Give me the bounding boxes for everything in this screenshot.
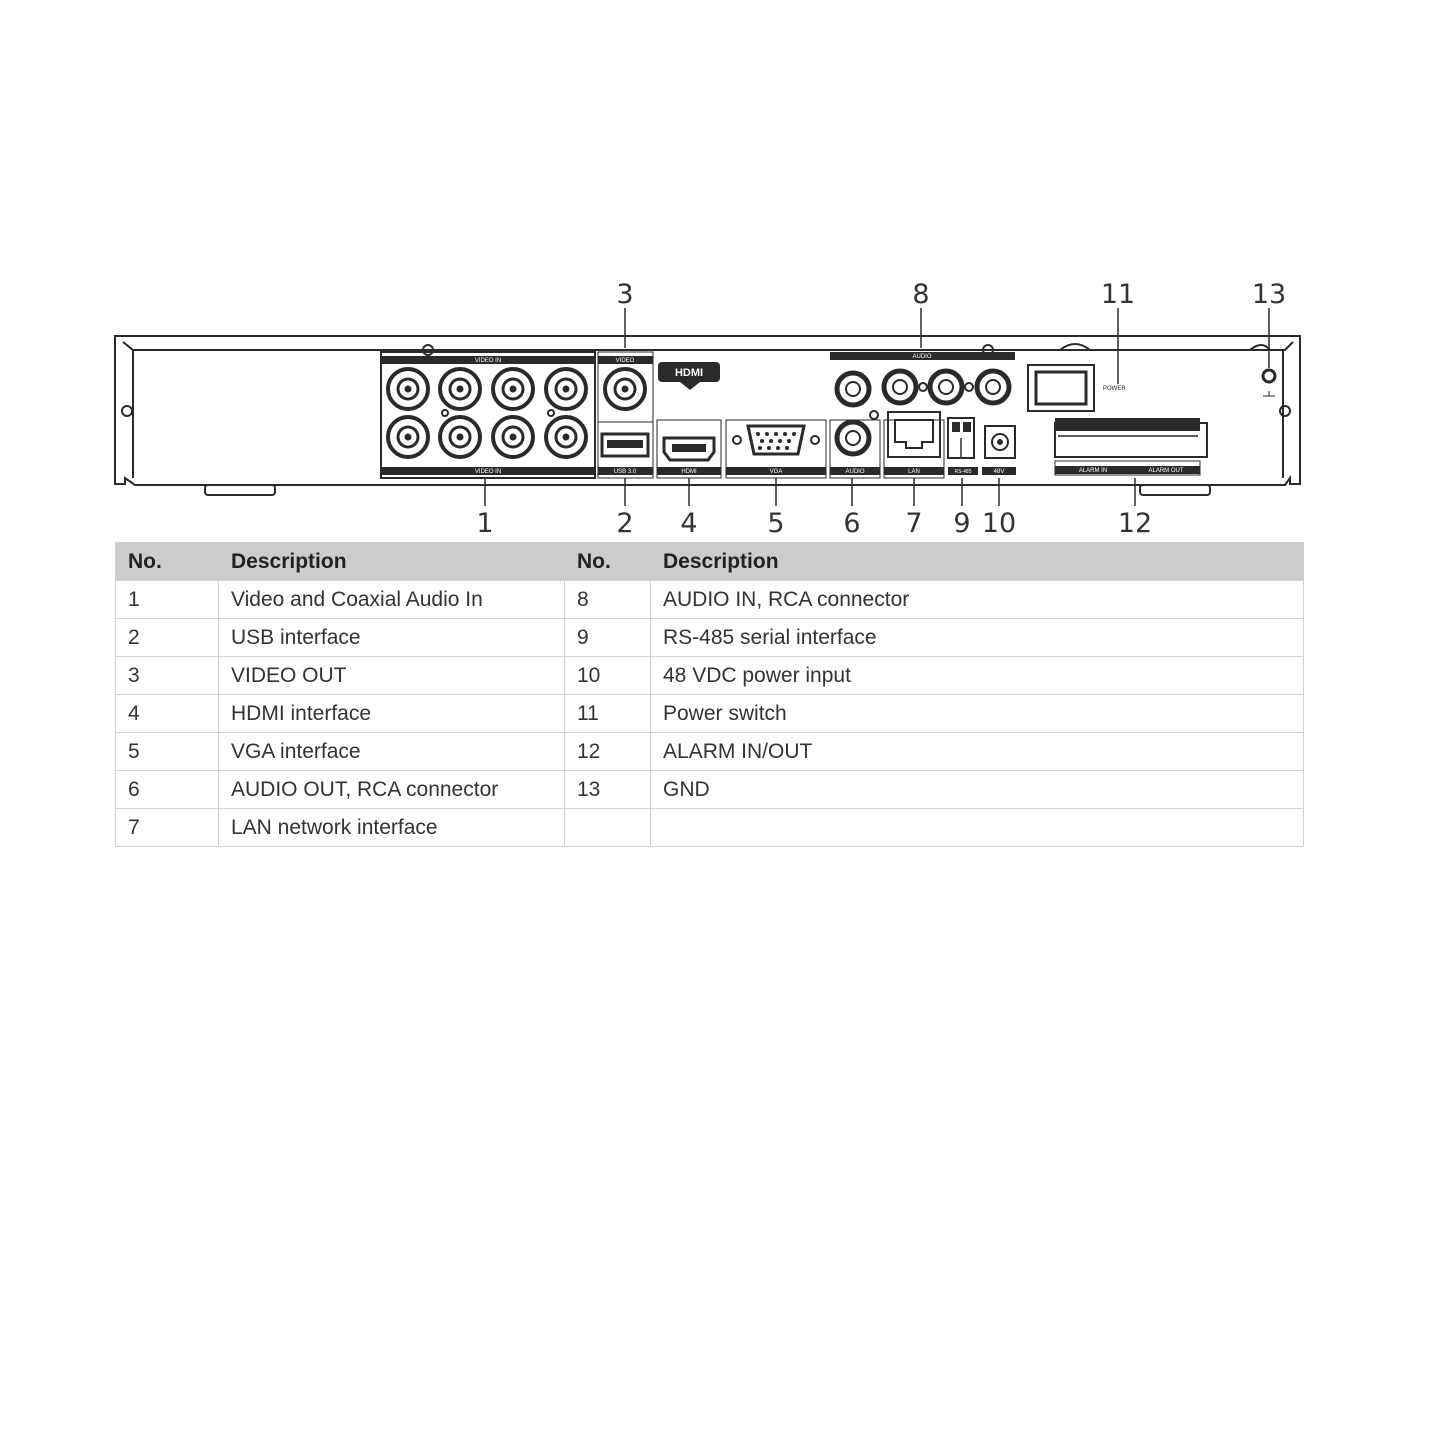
callout-6: 6	[843, 508, 861, 539]
chassis-outline	[115, 336, 1300, 485]
audio-out-label: AUDIO	[845, 469, 865, 475]
cell-no: 9	[565, 619, 651, 657]
cell-no: 3	[116, 657, 219, 695]
dc-label: 48V	[993, 469, 1005, 475]
alarm-terminal	[1055, 418, 1207, 475]
rs485-port	[948, 418, 978, 475]
rear-panel-diagram	[0, 270, 1445, 545]
video-in-top-label: VIDEO IN	[474, 358, 502, 364]
dc-input	[982, 426, 1016, 475]
led-indicator	[442, 410, 448, 416]
callout-8: 8	[912, 279, 930, 310]
cell-description: VGA interface	[219, 733, 565, 771]
cell-description: Video and Coaxial Audio In	[219, 581, 565, 619]
bnc-connector	[388, 369, 428, 409]
bnc-connector	[546, 417, 586, 457]
led-indicator	[965, 383, 973, 391]
cell-no: 1	[116, 581, 219, 619]
video-out-bnc	[605, 369, 645, 409]
cell-no: 6	[116, 771, 219, 809]
callout-3: 3	[616, 279, 634, 310]
rca-connector	[930, 371, 962, 403]
cell-no: 13	[565, 771, 651, 809]
table-header-row	[116, 543, 1304, 581]
cell-description: VIDEO OUT	[219, 657, 565, 695]
callout-4: 4	[680, 508, 698, 539]
rca-connector	[884, 371, 916, 403]
header-description-left: Description	[219, 543, 565, 581]
callout-2: 2	[616, 508, 634, 539]
bnc-connector	[493, 369, 533, 409]
right-screw	[1280, 406, 1290, 416]
table-row	[116, 657, 1304, 695]
hdmi-logo-text: HDMI	[674, 367, 704, 379]
bnc-connector	[493, 417, 533, 457]
cell-no: 11	[565, 695, 651, 733]
video-out-block	[598, 352, 653, 422]
lan-label: LAN	[908, 469, 920, 475]
cell-no: 4	[116, 695, 219, 733]
usb-port	[598, 422, 653, 478]
cell-description: USB interface	[219, 619, 565, 657]
alarm-out-label: ALARM OUT	[1148, 468, 1184, 474]
power-switch	[1028, 365, 1126, 411]
cell-description: AUDIO OUT, RCA connector	[219, 771, 565, 809]
cell-no: 10	[565, 657, 651, 695]
video-out-label: VIDEO	[615, 358, 635, 364]
vga-label: VGA	[769, 469, 783, 475]
cell-description: ALARM IN/OUT	[651, 733, 1304, 771]
interface-table	[115, 542, 1304, 847]
alarm-in-label: ALARM IN	[1078, 468, 1108, 474]
cell-no: 7	[116, 809, 219, 847]
callout-13: 13	[1251, 279, 1287, 310]
rca-connector	[977, 371, 1009, 403]
audio-in-label: AUDIO	[912, 354, 932, 360]
left-screw	[122, 406, 132, 416]
vga-port	[726, 420, 826, 478]
cell-no: 2	[116, 619, 219, 657]
audio-in-block	[830, 352, 1015, 405]
bnc-connector	[440, 417, 480, 457]
cell-description: RS-485 serial interface	[651, 619, 1304, 657]
usb-label: USB 3.0	[613, 469, 637, 475]
table-row	[116, 581, 1304, 619]
video-in-block	[381, 352, 595, 478]
audio-out-port	[830, 411, 880, 478]
callout-12: 12	[1117, 508, 1153, 539]
hdmi-port	[657, 420, 721, 478]
cell-no: 12	[565, 733, 651, 771]
table-row	[116, 695, 1304, 733]
hdmi-logo	[658, 362, 720, 390]
cell-description: 48 VDC power input	[651, 657, 1304, 695]
callout-7: 7	[905, 508, 923, 539]
rca-connector	[837, 373, 869, 405]
cell-no: 5	[116, 733, 219, 771]
bnc-connector	[440, 369, 480, 409]
cell-no: 8	[565, 581, 651, 619]
left-foot	[205, 485, 275, 495]
callout-10: 10	[981, 508, 1017, 539]
rs485-label: RS-485	[954, 469, 972, 475]
cell-description: HDMI interface	[219, 695, 565, 733]
right-foot	[1140, 485, 1210, 495]
callout-1: 1	[476, 508, 494, 539]
bnc-connector	[388, 417, 428, 457]
gnd-terminal	[1263, 370, 1275, 396]
hdmi-label: HDMI	[681, 469, 697, 475]
leader-lines	[485, 308, 1269, 506]
callout-5: 5	[767, 508, 785, 539]
header-description-right: Description	[651, 543, 1304, 581]
cell-description: LAN network interface	[219, 809, 565, 847]
cell-description	[651, 809, 1304, 847]
cell-description: AUDIO IN, RCA connector	[651, 581, 1304, 619]
table-row	[116, 619, 1304, 657]
power-label: POWER	[1103, 386, 1126, 392]
table-row	[116, 771, 1304, 809]
callout-9: 9	[953, 508, 971, 539]
cell-description: Power switch	[651, 695, 1304, 733]
header-no-left: No.	[116, 543, 219, 581]
led-indicator	[548, 410, 554, 416]
table-row	[116, 733, 1304, 771]
led-indicator	[919, 383, 927, 391]
table-row	[116, 809, 1304, 847]
header-no-right: No.	[565, 543, 651, 581]
lan-port	[884, 412, 944, 478]
bnc-connector	[546, 369, 586, 409]
cell-no	[565, 809, 651, 847]
video-in-bottom-label: VIDEO IN	[474, 469, 502, 475]
callout-11: 11	[1100, 279, 1136, 310]
cell-description: GND	[651, 771, 1304, 809]
